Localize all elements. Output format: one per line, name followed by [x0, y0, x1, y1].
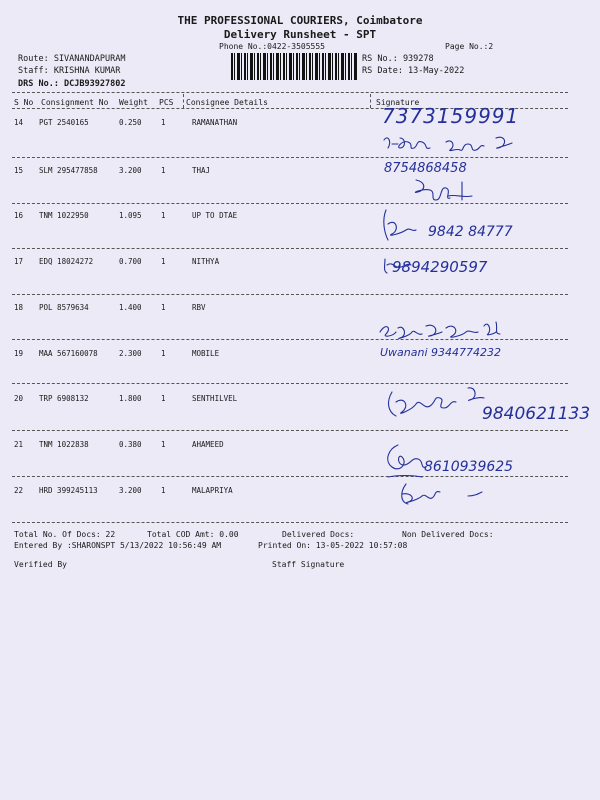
divider [12, 522, 568, 523]
signature [396, 480, 486, 508]
rs-date: RS Date: 13-May-2022 [362, 66, 465, 76]
total-docs: Total No. Of Docs: 22 [14, 530, 116, 539]
row-pcs: 1 [161, 440, 166, 449]
divider [12, 248, 568, 249]
row-sno: 15 [14, 166, 24, 175]
row-consignee: AHAMEED [192, 440, 224, 449]
col-sno: S No [14, 98, 34, 107]
row-sno: 17 [14, 257, 24, 266]
row-consignee: MALAPRIYA [192, 486, 233, 495]
signature-number: 8754868458 [384, 161, 467, 176]
row-consignee: SENTHILVEL [192, 394, 238, 403]
row-weight: 3.200 [119, 166, 142, 175]
row-sno: 18 [14, 303, 24, 312]
row-pcs: 1 [161, 303, 166, 312]
row-weight: 0.250 [119, 118, 142, 127]
total-cod: Total COD Amt: 0.00 [147, 530, 239, 539]
row-consignee: RAMANATHAN [192, 118, 238, 127]
row-weight: 1.800 [119, 394, 142, 403]
row-pcs: 1 [161, 257, 166, 266]
verified-by: Verified By [14, 560, 67, 569]
divider [12, 203, 568, 204]
row-consignment: TNM 1022838 [39, 440, 89, 449]
row-weight: 1.095 [119, 211, 142, 220]
barcode [231, 53, 358, 80]
row-consignee: MOBILE [192, 349, 220, 358]
row-pcs: 1 [161, 394, 166, 403]
row-pcs: 1 [161, 118, 166, 127]
delivered-docs: Delivered Docs: [282, 530, 355, 539]
divider [12, 294, 568, 295]
route: Route: SIVANANDAPURAM [18, 54, 126, 64]
entered-by: Entered By :SHARONSPT 5/13/2022 10:56:49 AM [14, 541, 222, 550]
row-weight: 1.400 [119, 303, 142, 312]
row-consignee: THAJ [192, 166, 211, 175]
staff-signature-label: Staff Signature [272, 560, 345, 569]
phone-number: Phone No.:0422-3505555 [219, 42, 325, 51]
row-sno: 21 [14, 440, 24, 449]
row-consignee: RBV [192, 303, 206, 312]
signature [380, 132, 530, 154]
row-consignment: POL 8579634 [39, 303, 89, 312]
signature [410, 176, 480, 204]
signature-number: Uwanani 9344774232 [380, 346, 502, 359]
non-delivered-docs: Non Delivered Docs: [402, 530, 494, 539]
row-pcs: 1 [161, 349, 166, 358]
row-sno: 22 [14, 486, 24, 495]
row-consignment: SLM 295477858 [39, 166, 98, 175]
row-consignment: TNM 1022950 [39, 211, 89, 220]
signature-number: 9842 84777 [428, 224, 513, 240]
divider [12, 157, 568, 158]
row-consignment: HRD 399245113 [39, 486, 98, 495]
table-row [12, 160, 568, 204]
signature [376, 318, 526, 346]
row-weight: 2.300 [119, 349, 142, 358]
divider [370, 94, 371, 108]
page-number: Page No.:2 [445, 42, 494, 51]
row-sno: 14 [14, 118, 24, 127]
row-consignment: PGT 2540165 [39, 118, 89, 127]
row-pcs: 1 [161, 211, 166, 220]
row-sno: 19 [14, 349, 24, 358]
row-consignee: UP TO DTAE [192, 211, 238, 220]
divider [12, 430, 568, 431]
col-weight: Weight [119, 98, 148, 107]
staff-name: Staff: KRISHNA KUMAR [18, 66, 121, 76]
divider [12, 476, 568, 477]
row-consignee: NITHYA [192, 257, 220, 266]
col-consignee: Consignee Details [186, 98, 268, 107]
signature [378, 206, 428, 246]
runsheet-title: Delivery Runsheet - SPT [223, 28, 377, 41]
divider [12, 92, 568, 93]
divider [183, 94, 184, 108]
signature-number: 8610939625 [424, 459, 514, 475]
row-weight: 0.700 [119, 257, 142, 266]
company-title: THE PROFESSIONAL COURIERS, Coimbatore [177, 14, 423, 27]
row-sno: 16 [14, 211, 24, 220]
signature [382, 382, 492, 426]
col-signature: Signature [376, 98, 420, 107]
signature-number: 7373159991 [382, 104, 520, 128]
row-consignment: TRP 6908132 [39, 394, 89, 403]
row-sno: 20 [14, 394, 24, 403]
signature-number: 9894290597 [392, 258, 488, 276]
col-pcs: PCS [159, 98, 174, 107]
drs-number: DRS No.: DCJB93927802 [18, 79, 126, 89]
signature-number: 9840621133 [482, 404, 591, 424]
row-pcs: 1 [161, 486, 166, 495]
row-consignment: MAA 567160078 [39, 349, 98, 358]
col-consignment: Consignment No [41, 98, 109, 107]
row-consignment: EDQ 18024272 [39, 257, 94, 266]
rs-number: RS No.: 939278 [362, 54, 434, 64]
printed-on: Printed On: 13-05-2022 10:57:08 [258, 541, 408, 550]
row-pcs: 1 [161, 166, 166, 175]
row-weight: 0.380 [119, 440, 142, 449]
row-weight: 3.200 [119, 486, 142, 495]
